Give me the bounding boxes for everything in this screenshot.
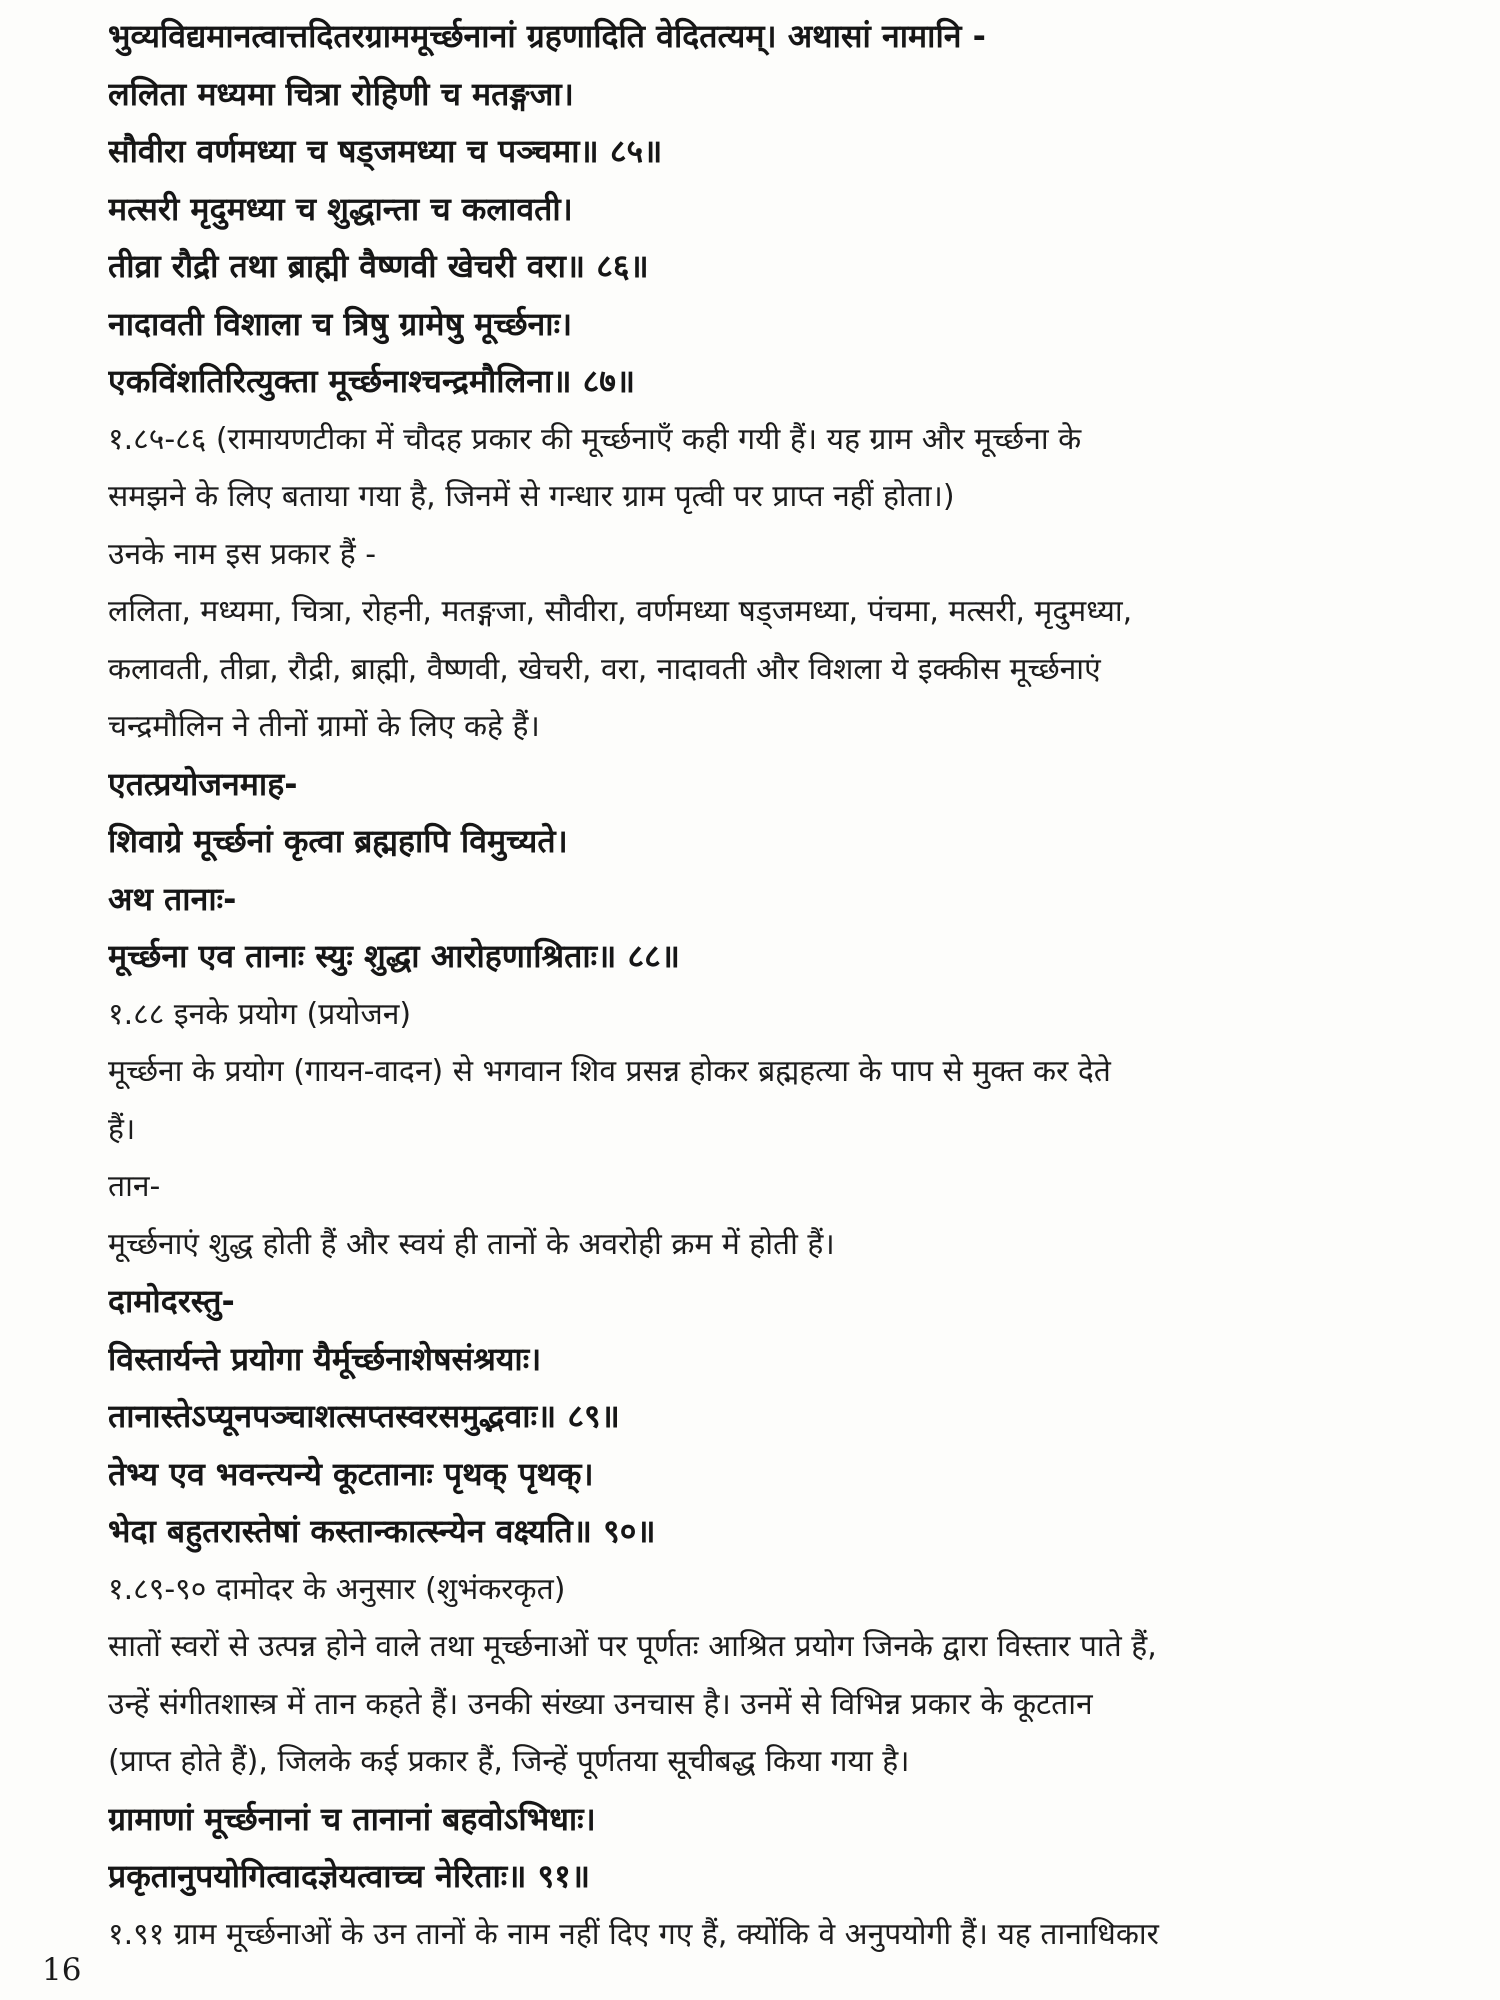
commentary-line: कलावती, तीव्रा, रौद्री, ब्राह्मी, वैष्णवी, खेचरी, वरा, नादावती और विशला ये इक्कीस मूर्च्छनाएं [108, 651, 1101, 687]
verse-line: भुव्यविद्यमानत्वात्तदितरग्राममूर्च्छनानां ग्रहणादिति वेदितत्यम्। अथासां नामानि - [108, 17, 986, 55]
verse-line: ललिता मध्यमा चित्रा रोहिणी च मतङ्गजा। [108, 74, 574, 113]
verse-line: शिवाग्रे मूर्च्छनां कृत्वा ब्रह्महापि विमुच्यते। [108, 822, 568, 860]
commentary-line: (प्राप्त होते हैं), जिलके कई प्रकार हैं, जिन्हें पूर्णतया सूचीबद्ध किया गया है। [108, 1744, 910, 1779]
commentary-line: १.८५-८६ (रामायणटीका में चौदह प्रकार की मूर्च्छनाएँ कही गयी हैं। यह ग्राम और मूर्च्छना के [108, 421, 1082, 457]
verse-line: मत्सरी मृदुमध्या च शुद्धान्ता च कलावती। [108, 189, 573, 228]
verse-line: एतत्प्रयोजनमाह- [108, 764, 298, 803]
commentary-line: मूर्च्छनाएं शुद्ध होती हैं और स्वयं ही तानों के अवरोही क्रम में होती हैं। [108, 1226, 835, 1262]
commentary-line: सातों स्वरों से उत्पन्न होने वाले तथा मूर्च्छनाओं पर पूर्णतः आश्रित प्रयोग जिनके द्वारा विस्तार पाते हैं, [108, 1629, 1157, 1664]
verse-line: एकविंशतिरित्युक्ता मूर्च्छनाश्चन्द्रमौलिना॥ ८७॥ [108, 362, 636, 400]
commentary-line: १.८९-९० दामोदर के अनुसार (शुभंकरकृत) [108, 1571, 566, 1607]
verse-line: तानास्तेऽप्यूनपञ्चाशत्सप्तस्वरसमुद्भवाः॥ ८९॥ [108, 1397, 620, 1435]
commentary-line: हैं। [108, 1111, 136, 1147]
commentary-line: उनके नाम इस प्रकार हैं - [108, 536, 377, 572]
verse-line: दामोदरस्तु- [108, 1282, 235, 1320]
verse-line: तीव्रा रौद्री तथा ब्राह्मी वैष्णवी खेचरी वरा॥ ८६॥ [108, 247, 649, 285]
page-number: 16 [42, 1952, 82, 1988]
verse-line: तेभ्य एव भवन्त्यन्ये कूटतानाः पृथक् पृथक्। [108, 1454, 594, 1493]
verse-line: भेदा बहुतरास्तेषां कस्तान्कात्स्न्येन वक्ष्यति॥ ९०॥ [108, 1512, 656, 1550]
commentary-line: चन्द्रमौलिन ने तीनों ग्रामों के लिए कहे हैं। [108, 709, 540, 744]
verse-line: ग्रामाणां मूर्च्छनानां च तानानां बहवोऽभिधाः। [108, 1799, 596, 1838]
commentary-line: तान- [108, 1169, 161, 1204]
verse-line: सौवीरा वर्णमध्या च षड्जमध्या च पञ्चमा॥ ८५॥ [108, 132, 663, 170]
document-page [108, 8, 1398, 1952]
commentary-line: समझने के लिए बताया गया है, जिनमें से गन्धार ग्राम पृत्वी पर प्राप्त नहीं होता।) [108, 479, 955, 514]
verse-line: प्रकृतानुपयोगित्वादज्ञेयत्वाच्च नेरिताः॥ ९१॥ [108, 1857, 590, 1895]
verse-line: विस्तार्यन्ते प्रयोगा यैर्मूर्च्छनाशेषसंश्रयाः। [108, 1339, 542, 1378]
commentary-line: मूर्च्छना के प्रयोग (गायन-वादन) से भगवान शिव प्रसन्न होकर ब्रह्महत्या के पाप से मुक्त कर देते [108, 1054, 1111, 1089]
commentary-line: १.९१ ग्राम मूर्च्छनाओं के उन तानों के नाम नहीं दिए गए हैं, क्योंकि वे अनुपयोगी हैं। यह तानाधिकार [108, 1916, 1159, 1952]
commentary-line: उन्हें संगीतशास्त्र में तान कहते हैं। उनकी संख्या उनचास है। उनमें से विभिन्न प्रकार के कूटतान [108, 1686, 1093, 1722]
commentary-line: १.८८ इनके प्रयोग (प्रयोजन) [108, 996, 412, 1032]
verse-line: अथ तानाः- [108, 879, 237, 918]
verse-line: नादावती विशाला च त्रिषु ग्रामेषु मूर्च्छनाः। [108, 304, 573, 343]
verse-line: मूर्च्छना एव तानाः स्युः शुद्धा आरोहणाश्रिताः॥ ८८॥ [108, 937, 680, 975]
commentary-line: ललिता, मध्यमा, चित्रा, रोहनी, मतङ्गजा, सौवीरा, वर्णमध्या षड्जमध्या, पंचमा, मत्सरी, मृदुमध्या, [108, 594, 1133, 629]
